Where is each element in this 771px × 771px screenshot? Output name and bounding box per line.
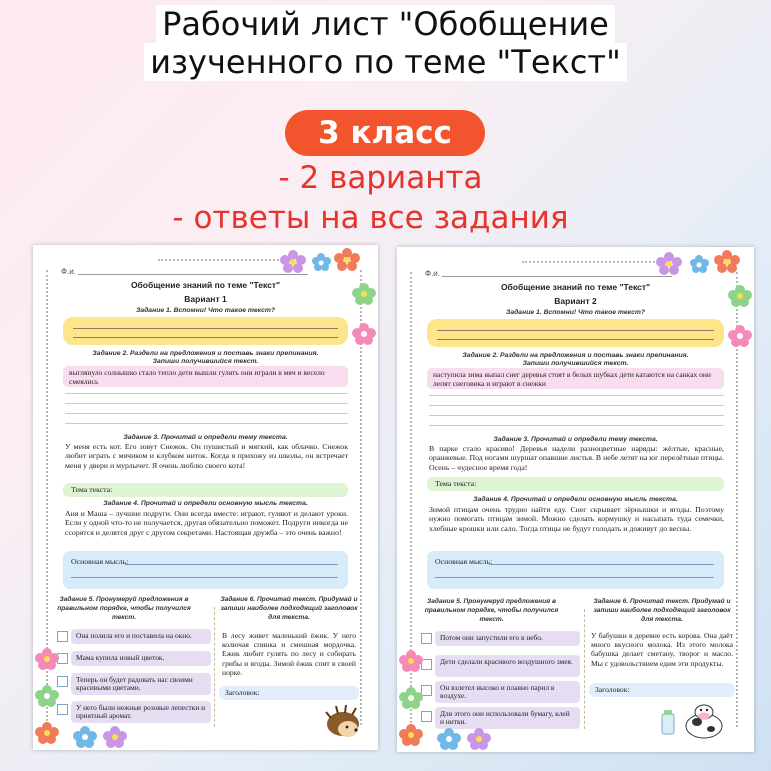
column-divider xyxy=(214,607,215,727)
task-5-item: Для этого они использовали бумагу, клей и нитки. xyxy=(435,707,580,729)
flower-decoration-left-icon xyxy=(397,647,427,747)
task-6-heading: Задание 6. Прочитай текст. Придумай и запиши наиболее подходящий заголовок для текста. xyxy=(220,596,358,621)
flower-decoration-bottom-icon xyxy=(73,723,153,749)
main-idea-label: Основная мысль: xyxy=(71,557,129,566)
task-2-text: наступила зима выпал снег деревья стоят в белых шубках дети катаются на санках они лепят снеговика и играют в снежки xyxy=(427,368,724,389)
flower-decoration-top-icon xyxy=(647,249,747,277)
task-6-heading: Задание 6. Прочитай текст. Придумай и запиши наиболее подходящий заголовок для текста. xyxy=(593,598,731,623)
task-3-heading: Задание 3. Прочитай и определи тему текста. xyxy=(123,434,288,441)
main-idea-answer-box[interactable] xyxy=(63,551,348,589)
task-2-subheading: Запиши получившийся текст. xyxy=(522,360,629,367)
main-idea-label: Основная мысль: xyxy=(435,557,493,566)
task-5-heading: Задание 5. Пронумеруй предложения в правильном порядке, чтобы получился текст. xyxy=(57,596,191,621)
flower-decoration-right-icon xyxy=(351,280,377,360)
flower-decoration-right-icon xyxy=(727,282,753,362)
task-4-heading: Задание 4. Прочитай и определи основную мысль текста. xyxy=(473,496,678,503)
worksheet-title: Обобщение знаний по теме "Текст" xyxy=(130,280,281,290)
task-5-item: Дети сделали красивого воздушного змея. xyxy=(435,655,580,677)
name-line xyxy=(442,276,672,277)
task-6-text: У бабушки в деревне есть корова. Она даёт много вкусного молока. Из этого молока бабушка делает сметану, творог и масло. Мы с удовольствием едим эти продукты. xyxy=(591,631,733,668)
worksheet-variant-1 xyxy=(33,245,378,750)
header-title xyxy=(0,5,771,81)
task-5-item: У него были нежные розовые лепестки и приятный аромат. xyxy=(71,701,211,723)
worksheet-variant-2 xyxy=(397,247,754,752)
theme-answer-field[interactable]: Тема текста: xyxy=(63,483,348,497)
task-1-heading: Задание 1. Вспомни! Что такое текст? xyxy=(505,309,646,316)
task-2-text: выглянуло солнышко стало тепло дети вышли гулять они играли в мяч и весело смеялись xyxy=(63,366,348,387)
name-label: Ф.и. xyxy=(61,267,76,276)
variant-label: Вариант 1 xyxy=(184,294,227,304)
task-2-heading: Задание 2. Раздели на предложения и поставь знаки препинания. xyxy=(462,352,689,359)
task-2-answer-lines[interactable] xyxy=(429,395,724,435)
task-1-heading: Задание 1. Вспомни! Что такое текст? xyxy=(135,307,276,314)
grade-badge: 3 класс xyxy=(285,110,485,156)
task-4-text: Зимой птицам очень трудно найти еду. Снег скрывает зёрнышки и ягоды. Поэтому нужно помогать птицам зимой. Можно сделать кормушку и насыпать туда семечки, хлебные крошки или сало. Тогда птицы не будут голодать и доживут до весны. xyxy=(429,505,724,533)
task-5-item: Он взлетел высоко и плавно парил в воздухе. xyxy=(435,681,580,703)
flower-decoration-left-icon xyxy=(33,645,63,745)
theme-answer-field[interactable]: Тема текста: xyxy=(427,477,724,491)
answers-bullet: - ответы на все задания xyxy=(172,200,569,236)
task-4-text: Аня и Маша – лучшие подруги. Они всегда вместе: играют, гуляют и делают уроки. Если у одной что-то не получается, другая обязательно поможет. Подруги никогда не ссорятся и делятся друг с другом секретами. Настоящая дружба – это очень важно! xyxy=(65,509,348,537)
cow-and-milk-icon xyxy=(659,702,729,744)
heading-answer-field[interactable]: Заголовок: xyxy=(589,683,735,697)
task-6-text: В лесу живет маленький ёжик. У него колючая спинка и смешная мордочка. Ежик любит гулять по лесу и собирать грибы и ягоды. Зимой ёжик спит в своей норке. xyxy=(222,631,356,677)
variants-bullet: - 2 варианта xyxy=(278,160,483,196)
flower-decoration-top-icon xyxy=(271,247,361,275)
heading-answer-field[interactable]: Заголовок: xyxy=(219,686,359,700)
worksheet-title: Обобщение знаний по теме "Текст" xyxy=(500,282,651,292)
name-label: Ф.и. xyxy=(425,269,440,278)
task-1-answer-box[interactable] xyxy=(63,317,348,345)
title-line-1: Рабочий лист "Обобщение xyxy=(156,5,615,43)
task-5-item: Мама купила новый цветок. xyxy=(71,651,211,666)
order-checkbox[interactable] xyxy=(421,633,432,644)
order-checkbox[interactable] xyxy=(57,631,68,642)
task-3-heading: Задание 3. Прочитай и определи тему текста. xyxy=(493,436,658,443)
task-5-item: Потом они запустили его в небо. xyxy=(435,631,580,646)
task-2-subheading: Запиши получившийся текст. xyxy=(152,358,259,365)
main-idea-answer-box[interactable] xyxy=(427,551,724,589)
task-5-heading: Задание 5. Пронумеруй предложения в правильном порядке, чтобы получился текст. xyxy=(424,598,559,623)
task-5-item: Теперь он будет радовать нас своими красивыми цветами. xyxy=(71,673,211,695)
task-2-heading: Задание 2. Раздели на предложения и поставь знаки препинания. xyxy=(92,350,319,357)
flower-decoration-bottom-icon xyxy=(437,725,517,751)
task-3-text: У меня есть кот. Его зовут Снежок. Он пушистый и мягкий, как облачко. Снежок любит играть с мячиком и клубком ниток. Когда я прихожу из школы, он встречает меня у двери и мурлычет. Я очень люблю своего кота! xyxy=(65,442,348,470)
task-5-item: Она полила его и поставила на окно. xyxy=(71,629,211,644)
task-3-text: В парке стало красиво! Деревья надели разноцветные наряды: жёлтые, красные, оранжевые. Под ногами шуршат опавшие листья. В небе летят на юг перелётные птицы. Осень – чудесное время года! xyxy=(429,444,724,472)
hedgehog-icon xyxy=(323,700,363,740)
variant-label: Вариант 2 xyxy=(554,296,597,306)
task-4-heading: Задание 4. Прочитай и определи основную мысль текста. xyxy=(103,500,308,507)
task-1-answer-box[interactable] xyxy=(427,319,724,347)
column-divider xyxy=(584,609,585,729)
task-2-answer-lines[interactable] xyxy=(65,393,348,433)
title-line-2: изученного по теме "Текст" xyxy=(144,43,627,81)
